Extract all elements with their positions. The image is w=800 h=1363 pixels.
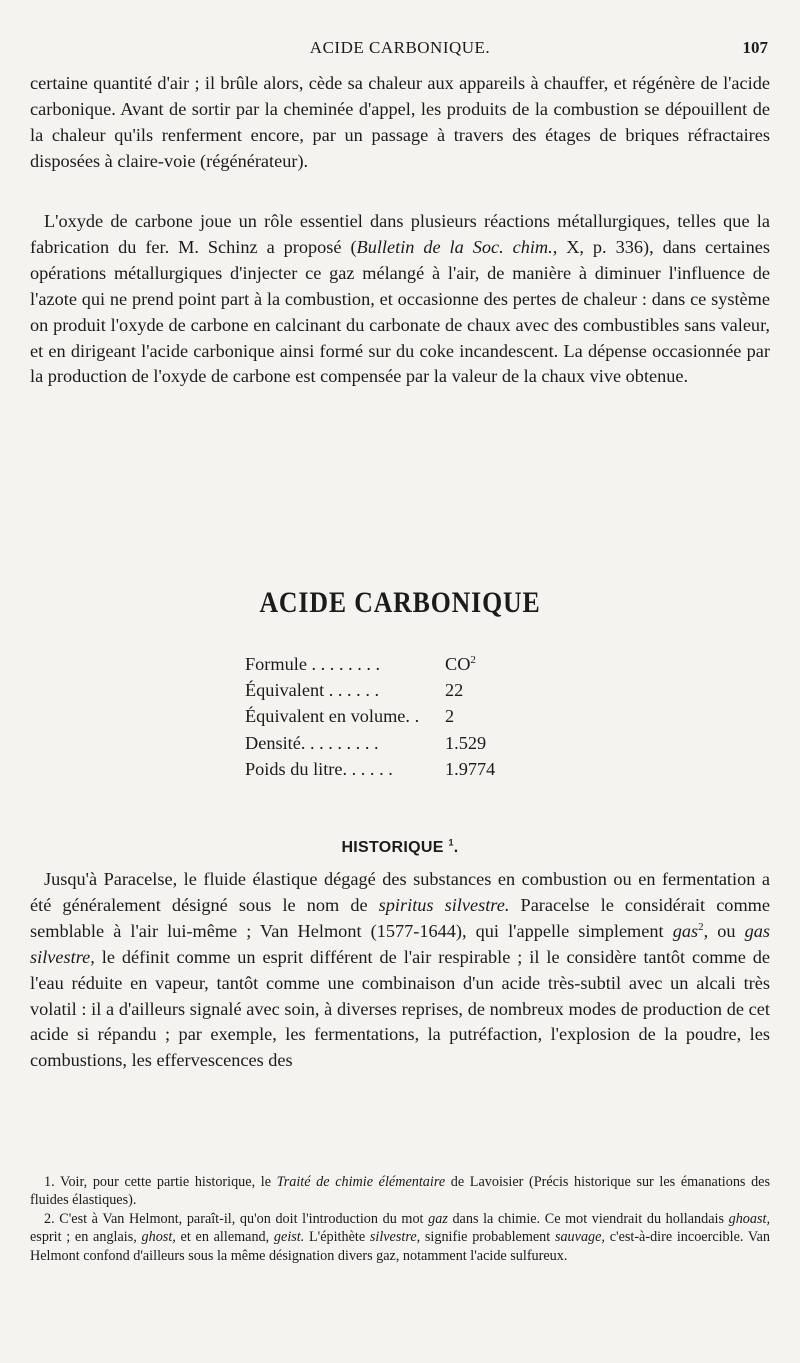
- latin-term: spiritus silvestre.: [378, 894, 510, 915]
- footnote-2: 2. C'est à Van Helmont, paraît-il, qu'on doit l'introduction du mot gaz dans la chimie. Ce mot viendrait du hollandais ghoast, esprit ; en anglais, ghost, et en allemand, geist. L'épithète silvestre, signifie probablement sauvage, c'est-à-dire incoercible. Van Helmont confond d'ailleurs sous la même désignation divers gaz, notamment l'acide sulfureux.: [30, 1210, 770, 1264]
- term-gas: gas: [672, 920, 699, 941]
- footnote-marker: 2: [698, 920, 704, 933]
- property-row: [245, 756, 585, 782]
- running-title: ACIDE CARBONIQUE.: [309, 38, 491, 57]
- property-row: [245, 703, 585, 729]
- property-label: Équivalent . . . . . .: [245, 680, 380, 701]
- paragraph-regenerator: certaine quantité d'air ; il brûle alors, cède sa chaleur aux appareils à chauffer, et régénère de l'acide carbonique. Avant de sortir par la cheminée d'appel, les produits de la combustion se dépouillent de la chaleur qu'ils renferment encore, par un passage à travers des étages de briques réfractaires disposées à claire-voie (régénérateur).: [30, 73, 770, 171]
- paragraph-text: , X, p. 336), dans certaines opérations métallurgiques d'injecter ce gaz mélangé à l'air, de manière à diminuer l'influence de l'azote qui ne prend point part à la combustion, et occasionne des pertes de chaleur : dans ce système on produit l'oxyde de carbone en calcinant du carbonate de chaux avec des combustibles sans valeur, et en dirigeant l'acide carbonique ainsi formé sur du coke incandescent. La dépense occasionnée par la production de l'oxyde de carbone est compensée par la valeur de la chaux vive obtenue.: [30, 236, 770, 387]
- term-gas-silvestre: gas silvestre,: [30, 920, 770, 967]
- property-value: 2: [445, 706, 455, 727]
- page-number: 107: [742, 38, 768, 57]
- bibliographic-reference: Bulletin de la Soc. chim.: [356, 236, 553, 257]
- footnotes: [30, 1173, 770, 1265]
- running-head: [30, 38, 770, 64]
- footnote-marker: 1: [448, 837, 454, 848]
- formula-subscript: 2: [470, 653, 476, 666]
- footnote-1: 1. Voir, pour cette partie historique, le Traité de chimie élémentaire de Lavoisier (Précis historique sur les émanations des fluides élastiques).: [30, 1174, 770, 1209]
- property-row: [245, 651, 585, 677]
- section-title: ACIDE CARBONIQUE: [259, 586, 541, 619]
- property-row: [245, 677, 585, 703]
- property-label: Densité. . . . . . . . .: [245, 732, 379, 753]
- property-value: 1.529: [445, 732, 487, 753]
- property-value: 1.9774: [445, 758, 496, 779]
- paragraph-carbon-monoxide: [30, 209, 770, 390]
- property-value: $CO^2$: [445, 653, 476, 674]
- property-label: Équivalent en volume. .: [245, 706, 420, 727]
- property-label: Formule . . . . . . . .: [245, 654, 381, 674]
- historique-heading: HISTORIQUE $^1$.: [341, 837, 459, 856]
- property-value: 22: [445, 680, 464, 701]
- paragraph-text: L'oxyde de carbone joue un rôle essentiel dans plusieurs réactions métallurgiques, telles que la fabrication du fer. M. Schinz a proposé (: [30, 211, 770, 257]
- property-label: Poids du litre. . . . . .: [245, 758, 393, 779]
- properties-table: [245, 651, 585, 782]
- paragraph-historique: Jusqu'à Paracelse, le fluide élastique dégagé des substances en combustion ou en fermentation a été généralement désigné sous le nom de spiritus silvestre. Paracelse le considérait comme semblable à l'air lui-même ; Van Helmont (1577-1644), qui l'appelle simplement gas$^2$, ou gas silvestre, le définit comme un esprit différent de l'air respirable ; il le considère tantôt comme de l'eau réduite en vapeur, tantôt comme une combinaison d'un acide très-subtil avec un alcali très volatil : il a d'ailleurs signalé avec soin, à diverses reprises, de nombreux modes de production de cet acide si répandu ; par exemple, les fermentations, la putréfaction, l'explosion de la poudre, les combustions, les effervescences des: [30, 869, 771, 1071]
- property-row: [245, 730, 585, 756]
